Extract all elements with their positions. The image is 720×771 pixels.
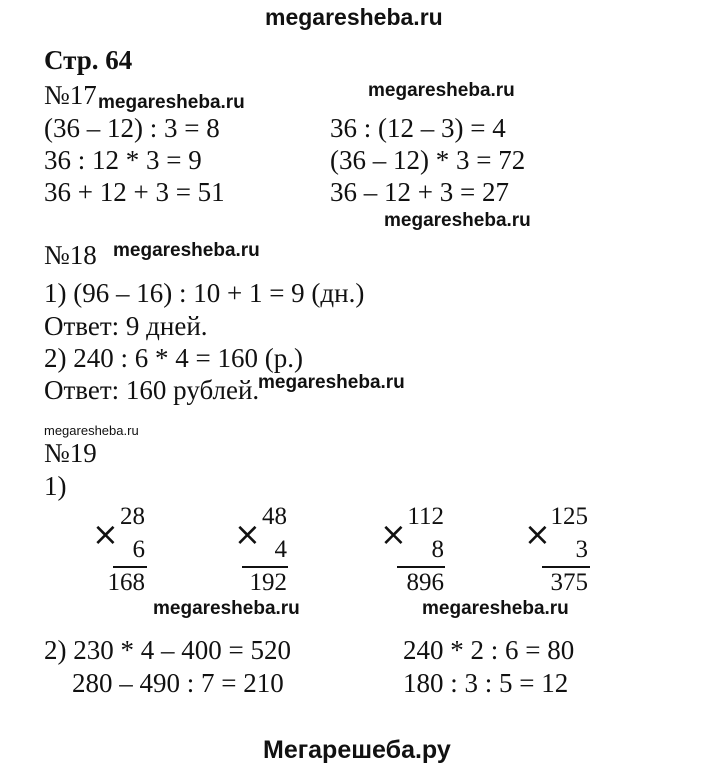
watermark-ex17-left: megaresheba.ru bbox=[98, 92, 245, 113]
watermark-bottom: Мегарешеба.ру bbox=[263, 736, 451, 764]
ex17-left-line-2: 36 : 12 * 3 = 9 bbox=[44, 145, 202, 175]
watermark-small: megaresheba.ru bbox=[44, 423, 139, 438]
exercise-17-label: №17 bbox=[44, 80, 97, 110]
mult-2-result: 192 bbox=[249, 569, 287, 596]
ex17-right-line-1: 36 : (12 – 3) = 4 bbox=[330, 113, 506, 143]
mult-2-multiplier: 4 bbox=[274, 536, 287, 563]
ex18-line-1: 1) (96 – 16) : 10 + 1 = 9 (дн.) bbox=[44, 278, 365, 308]
exercise-19-label: №19 bbox=[44, 438, 97, 468]
ex18-line-2: Ответ: 9 дней. bbox=[44, 311, 208, 341]
ex17-right-line-2: (36 – 12) * 3 = 72 bbox=[330, 145, 526, 175]
ex18-line-4: Ответ: 160 рублей. bbox=[44, 375, 260, 405]
watermark-ex17-right: megaresheba.ru bbox=[368, 80, 515, 101]
ex19-part2-left-line-1: 2) 230 * 4 – 400 = 520 bbox=[44, 635, 291, 665]
mult-4-multiplier: 3 bbox=[575, 536, 588, 563]
mult-3-multiplier: 8 bbox=[431, 536, 444, 563]
watermark-ex18-answer: megaresheba.ru bbox=[258, 372, 405, 393]
mult-3-multiplicand: 112 bbox=[407, 503, 444, 530]
watermark-ex19-left: megaresheba.ru bbox=[153, 598, 300, 619]
mult-4-rule bbox=[542, 566, 590, 568]
mult-2-rule bbox=[242, 566, 288, 568]
mult-1-multiplicand: 28 bbox=[120, 503, 145, 530]
multiply-icon: × bbox=[92, 515, 119, 553]
watermark-ex18: megaresheba.ru bbox=[113, 240, 260, 261]
ex18-line-3: 2) 240 : 6 * 4 = 160 (р.) bbox=[44, 343, 303, 373]
mult-4-result: 375 bbox=[550, 569, 588, 596]
mult-1-multiplier: 6 bbox=[132, 536, 145, 563]
mult-1-rule bbox=[113, 566, 147, 568]
ex17-right-line-3: 36 – 12 + 3 = 27 bbox=[330, 177, 509, 207]
ex19-part2-right-line-1: 240 * 2 : 6 = 80 bbox=[403, 635, 575, 665]
ex19-part1-label: 1) bbox=[44, 471, 67, 501]
mult-2-multiplicand: 48 bbox=[262, 503, 287, 530]
multiply-icon: × bbox=[234, 515, 261, 553]
mult-3-rule bbox=[397, 566, 445, 568]
mult-1-result: 168 bbox=[107, 569, 145, 596]
mult-3-result: 896 bbox=[406, 569, 444, 596]
exercise-18-label: №18 bbox=[44, 240, 97, 270]
ex17-left-line-1: (36 – 12) : 3 = 8 bbox=[44, 113, 220, 143]
ex17-left-line-3: 36 + 12 + 3 = 51 bbox=[44, 177, 225, 207]
multiply-icon: × bbox=[380, 515, 407, 553]
mult-4-multiplicand: 125 bbox=[550, 503, 588, 530]
watermark-ex17-below: megaresheba.ru bbox=[384, 210, 531, 231]
multiply-icon: × bbox=[524, 515, 551, 553]
watermark-ex19-right: megaresheba.ru bbox=[422, 598, 569, 619]
ex19-part2-right-line-2: 180 : 3 : 5 = 12 bbox=[403, 668, 569, 698]
watermark-top: megaresheba.ru bbox=[265, 4, 443, 30]
ex19-part2-left-line-2: 280 – 490 : 7 = 210 bbox=[72, 668, 284, 698]
page-title: Стр. 64 bbox=[44, 45, 133, 75]
